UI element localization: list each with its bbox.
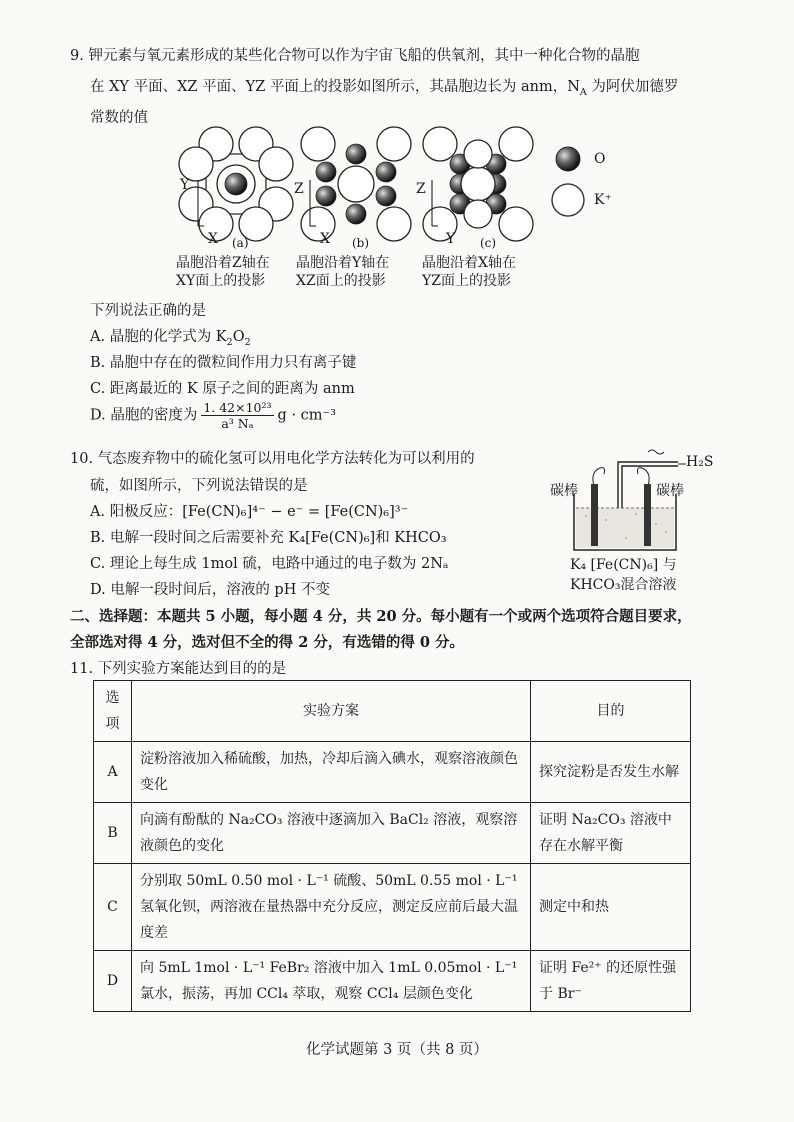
row-plan: 淀粉溶液加入稀硫酸，加热，冷却后滴入碘水，观察溶液颜色变化 bbox=[132, 742, 531, 803]
q11-stem: 11. 下列实验方案能达到目的的是 bbox=[70, 661, 287, 677]
caption-c-line2: YZ面上的投影 bbox=[422, 273, 511, 289]
o-atom bbox=[376, 186, 396, 206]
k-ion bbox=[464, 140, 492, 168]
table-header-row bbox=[94, 681, 691, 742]
o-atom bbox=[346, 204, 366, 224]
caption-b-line2: XZ面上的投影 bbox=[296, 273, 386, 289]
k-ion bbox=[499, 207, 533, 241]
density-fraction bbox=[201, 400, 273, 431]
caption-a-line2: XY面上的投影 bbox=[176, 273, 266, 289]
tag-a: (a) bbox=[232, 236, 249, 250]
header-option: 选项 bbox=[94, 681, 132, 742]
k-ion bbox=[301, 127, 335, 161]
density-unit: g · cm⁻³ bbox=[277, 407, 336, 424]
page-footer: 化学试题第 3 页（共 8 页） bbox=[306, 1042, 488, 1058]
k-ion bbox=[338, 166, 374, 202]
row-option: A bbox=[94, 742, 132, 803]
experiment-table bbox=[93, 680, 691, 1012]
header-plan: 实验方案 bbox=[132, 681, 531, 742]
q9-line2-text: 在 XY 平面、XZ 平面、YZ 平面上的投影如图所示，其晶胞边长为 anm，N bbox=[90, 79, 580, 95]
q9-option-a-mid: O bbox=[232, 329, 245, 345]
right-electrode-label: 碳棒 bbox=[656, 483, 684, 499]
q9-line1: 9. 钾元素与氧元素形成的某些化合物可以作为宇宙飞船的供氧剂，其中一种化合物的晶胞 bbox=[70, 48, 640, 64]
o-atom bbox=[376, 162, 396, 182]
axis-c-vertical: Z bbox=[416, 181, 426, 197]
density-numerator: 1. 42×10²³ bbox=[203, 400, 272, 415]
left-electrode-label: 碳棒 bbox=[550, 483, 578, 499]
q9-line2-sub: A bbox=[579, 86, 587, 98]
caption-c-line1: 晶胞沿着X轴在 bbox=[422, 255, 516, 271]
q10-option-b: B. 电解一段时间之后需要补充 K₄[Fe(CN)₆]和 KHCO₃ bbox=[90, 530, 447, 546]
right-carbon-electrode bbox=[644, 484, 651, 546]
k-ion bbox=[377, 127, 411, 161]
solution-label-line2: KHCO₃混合溶液 bbox=[570, 577, 677, 593]
legend-o-icon bbox=[556, 147, 580, 171]
legend-k-label: K⁺ bbox=[594, 192, 612, 208]
q10-line1: 10. 气态废弃物中的硫化氢可以用电化学方法转化为可以利用的 bbox=[70, 451, 475, 467]
axis-c-horizontal: Y bbox=[446, 231, 456, 247]
gas-wave-icon bbox=[648, 450, 664, 454]
projection-a bbox=[179, 127, 293, 241]
o-atom bbox=[346, 144, 366, 164]
table-row bbox=[94, 951, 691, 1012]
caption-a-line1: 晶胞沿着Z轴在 bbox=[176, 255, 270, 271]
row-option: D bbox=[94, 951, 132, 1012]
row-option: C bbox=[94, 864, 132, 951]
caption-b-line1: 晶胞沿着Y轴在 bbox=[296, 255, 390, 271]
q9-stem: 下列说法正确的是 bbox=[90, 303, 206, 319]
q9-line2-tail: 为阿伏加德罗 bbox=[586, 79, 679, 95]
k-ion bbox=[461, 167, 495, 201]
k-ion bbox=[259, 147, 293, 181]
section2-heading: 二、选择题：本题共 5 小题，每小题 4 分，共 20 分。每小题有一个或两个选项符合题目要求， bbox=[70, 608, 692, 625]
tag-c: (c) bbox=[480, 236, 497, 250]
row-goal: 测定中和热 bbox=[531, 864, 691, 951]
row-goal: 证明 Na₂CO₃ 溶液中存在水解平衡 bbox=[531, 803, 691, 864]
k-ion bbox=[499, 127, 533, 161]
o-atom bbox=[225, 173, 247, 195]
row-plan: 分别取 50mL 0.50 mol · L⁻¹ 硫酸、50mL 0.55 mol · L⁻¹ 氢氧化钡，两溶液在量热器中充分反应，测定反应前后最大温度差 bbox=[132, 864, 531, 951]
section2-rules: 全部选对得 4 分，选对但不全的得 2 分，有选错的得 0 分。 bbox=[70, 634, 465, 651]
q10-line2: 硫，如图所示，下列说法错误的是 bbox=[90, 478, 308, 494]
row-goal: 证明 Fe²⁺ 的还原性强于 Br⁻ bbox=[531, 951, 691, 1012]
electrolysis-figure bbox=[536, 446, 736, 602]
q9-option-a-text: A. 晶胞的化学式为 K bbox=[90, 329, 227, 345]
q9-option-b: B. 晶胞中存在的微粒间作用力只有离子键 bbox=[90, 355, 357, 371]
q9-line2 bbox=[90, 75, 678, 98]
row-plan: 向滴有酚酞的 Na₂CO₃ 溶液中逐滴加入 BaCl₂ 溶液，观察溶液颜色的变化 bbox=[132, 803, 531, 864]
density-denominator: a³ Nₐ bbox=[221, 416, 254, 431]
legend-o-label: O bbox=[594, 151, 606, 167]
q9-option-a-sub2: 2 bbox=[244, 336, 251, 348]
q9-line3: 常数的值 bbox=[90, 110, 148, 126]
q9-option-d-text: D. 晶胞的密度为 bbox=[90, 407, 198, 424]
q9-option-a-sub1: 2 bbox=[226, 336, 233, 348]
row-option: B bbox=[94, 803, 132, 864]
axis-b-horizontal: X bbox=[320, 231, 330, 247]
legend-k-icon bbox=[552, 184, 584, 216]
gas-label: H₂S bbox=[686, 454, 714, 470]
table-row bbox=[94, 803, 691, 864]
q9-option-c: C. 距离最近的 K 原子之间的距离为 anm bbox=[90, 381, 355, 397]
q9-option-a bbox=[90, 325, 251, 348]
q9-option-d bbox=[90, 400, 336, 431]
tag-b: (b) bbox=[352, 236, 370, 250]
k-ion bbox=[377, 207, 411, 241]
axis-b-vertical: Z bbox=[294, 181, 304, 197]
axis-a-vertical: Y bbox=[180, 177, 190, 193]
header-goal: 目的 bbox=[531, 681, 691, 742]
solution-label-line1: K₄ [Fe(CN)₆] 与 bbox=[570, 557, 677, 573]
solution bbox=[576, 508, 674, 548]
q10-option-c: C. 理论上每生成 1mol 硫，电路中通过的电子数为 2Nₐ bbox=[90, 556, 449, 572]
k-ion bbox=[464, 200, 492, 228]
projection-c bbox=[423, 127, 533, 241]
o-atom bbox=[316, 162, 336, 182]
table-row bbox=[94, 864, 691, 951]
k-ion bbox=[423, 127, 457, 161]
axis-a-horizontal: X bbox=[208, 231, 218, 247]
o-atom bbox=[316, 186, 336, 206]
row-plan: 向 5mL 1mol · L⁻¹ FeBr₂ 溶液中加入 1mL 0.05mol · L⁻¹ 氯水，振荡，再加 CCl₄ 萃取，观察 CCl₄ 层颜色变化 bbox=[132, 951, 531, 1012]
row-goal: 探究淀粉是否发生水解 bbox=[531, 742, 691, 803]
left-carbon-electrode bbox=[591, 484, 598, 546]
projection-b bbox=[301, 127, 411, 241]
crystal-projection-figure bbox=[170, 124, 640, 300]
table-row bbox=[94, 742, 691, 803]
q10-option-a: A. 阳极反应：[Fe(CN)₆]⁴⁻ − e⁻ = [Fe(CN)₆]³⁻ bbox=[90, 504, 409, 520]
q10-option-d: D. 电解一段时间后，溶液的 pH 不变 bbox=[90, 582, 330, 598]
